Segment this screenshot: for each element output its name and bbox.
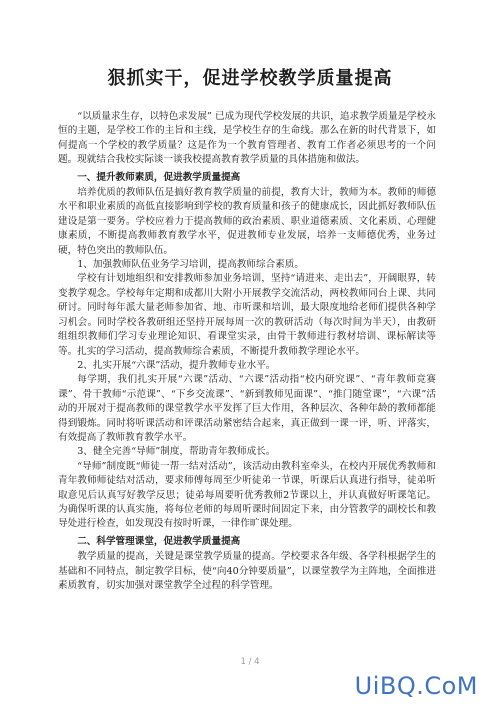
document-title: 狠抓实干，促进学校教学质量提高 — [107, 68, 393, 89]
watermark-logo: UiBQ.CoM — [354, 672, 478, 700]
section-heading-2: 二、科学管理课堂，促进教学质量提高 — [77, 535, 241, 547]
page-number: 1 / 4 — [240, 657, 260, 667]
intro-paragraph: “以质量求生存，以特色求发展” 已成为现代学校发展的共识，追求教学质量是学校永恒的主题，是学校工作的主旨和主线，是学校生存的生命线。那么在新的时代背景下，如何提高一个学校的教学质量？这是作为一个教育管理者、教育工作者必须思考的一个问题。现就结合我校实际谈一谈我校提高教育教学质量的具体措施和做法。 — [58, 111, 436, 166]
body-paragraph: “导师”制度既“师徒一帮一结对活动”，该活动由教科室牵头，在校内开展优秀教师和青年教师师徒结对活动，要求师傅每周至少听徒弟一节课，听课后认真进行指导，徒弟听取意见后认真写好教学反思；徒弟每周要听优秀教师2节课以上，并认真做好听课笔记。为确保听课的认真实施，将每位老师的每周听课时间固定下来，由分管教学的副校长和教导处进行检查，如发现没有按时听课，一律作旷课处理。 — [58, 460, 436, 530]
section-heading-1: 一、提升教师素质，促进教学质量提高 — [77, 171, 241, 183]
subheading-3: 3、健全完善“导师”制度，帮助青年教师成长。 — [77, 446, 276, 458]
body-paragraph: 培养优质的教师队伍是搞好教育教学质量的前提，教育大计，教师为本。教师的师德水平和职业素质的高低直接影响到学校的教育质量和孩子的健康成长，因此抓好教师队伍建设是第一要务。学校应着力于提高教师的政治素质、职业道德素质、文化素质、心理健康素质，不断提高教师教育教学水平，促进教师专业发展，培养一支师德优秀，业务过硬，特色突出的教师队伍。 — [58, 187, 436, 256]
body-paragraph: 学校有计划地组织和安排教师参加业务培训，坚持“请进来、走出去”，开阔眼界，转变教学观念。学校每年定期和成都川大附小开展教学交流活动，两校教师同台上课、共同研讨。同时每年派大量老师参加省、地、市听课和培训，最大限度地给老师们提供各种学习机会。同时学校各教研组还坚持开展每周一次的教研活动（每次时间为半天），由教研组组织教师们学习专业理论知识、看课堂实录，由骨干教师进行教材培训、课标解读等等。扎实的学习活动，提高教师综合素质，不断提升教师教学理论水平。 — [58, 273, 436, 357]
subheading-1: 1、加强教师队伍业务学习培训，提高教师综合素质。 — [77, 259, 304, 271]
body-paragraph: 每学期，我们扎实开展“六课”活动、“六课”活动指“校内研究课”、“青年教师竞赛课”、骨干教师“示范课”、“下乡交流课”、“新到教师见面课”、“推门随堂课”，“六课”活动的开展对于提高教师的课堂教学水平发挥了巨大作用，各种层次、各种年龄的教师都能得到锻炼。同时将听课活动和评课活动紧密结合起来，真正做到一课一评，听、评落实，有效提高了教师教育教学水平。 — [58, 374, 436, 443]
subheading-2: 2、扎实开展“六课”活动，提升教师专业水平。 — [77, 359, 276, 371]
body-paragraph: 教学质量的提高，关键是课堂教学质量的提高。学校要求各年级、各学科根据学生的基础和不同特点，制定教学目标，使“向40分钟要质量”，以课堂教学为主阵地，全面推进素质教育，切实加强对课堂教学全过程的科学管理。 — [58, 551, 436, 591]
document-body — [58, 110, 436, 593]
